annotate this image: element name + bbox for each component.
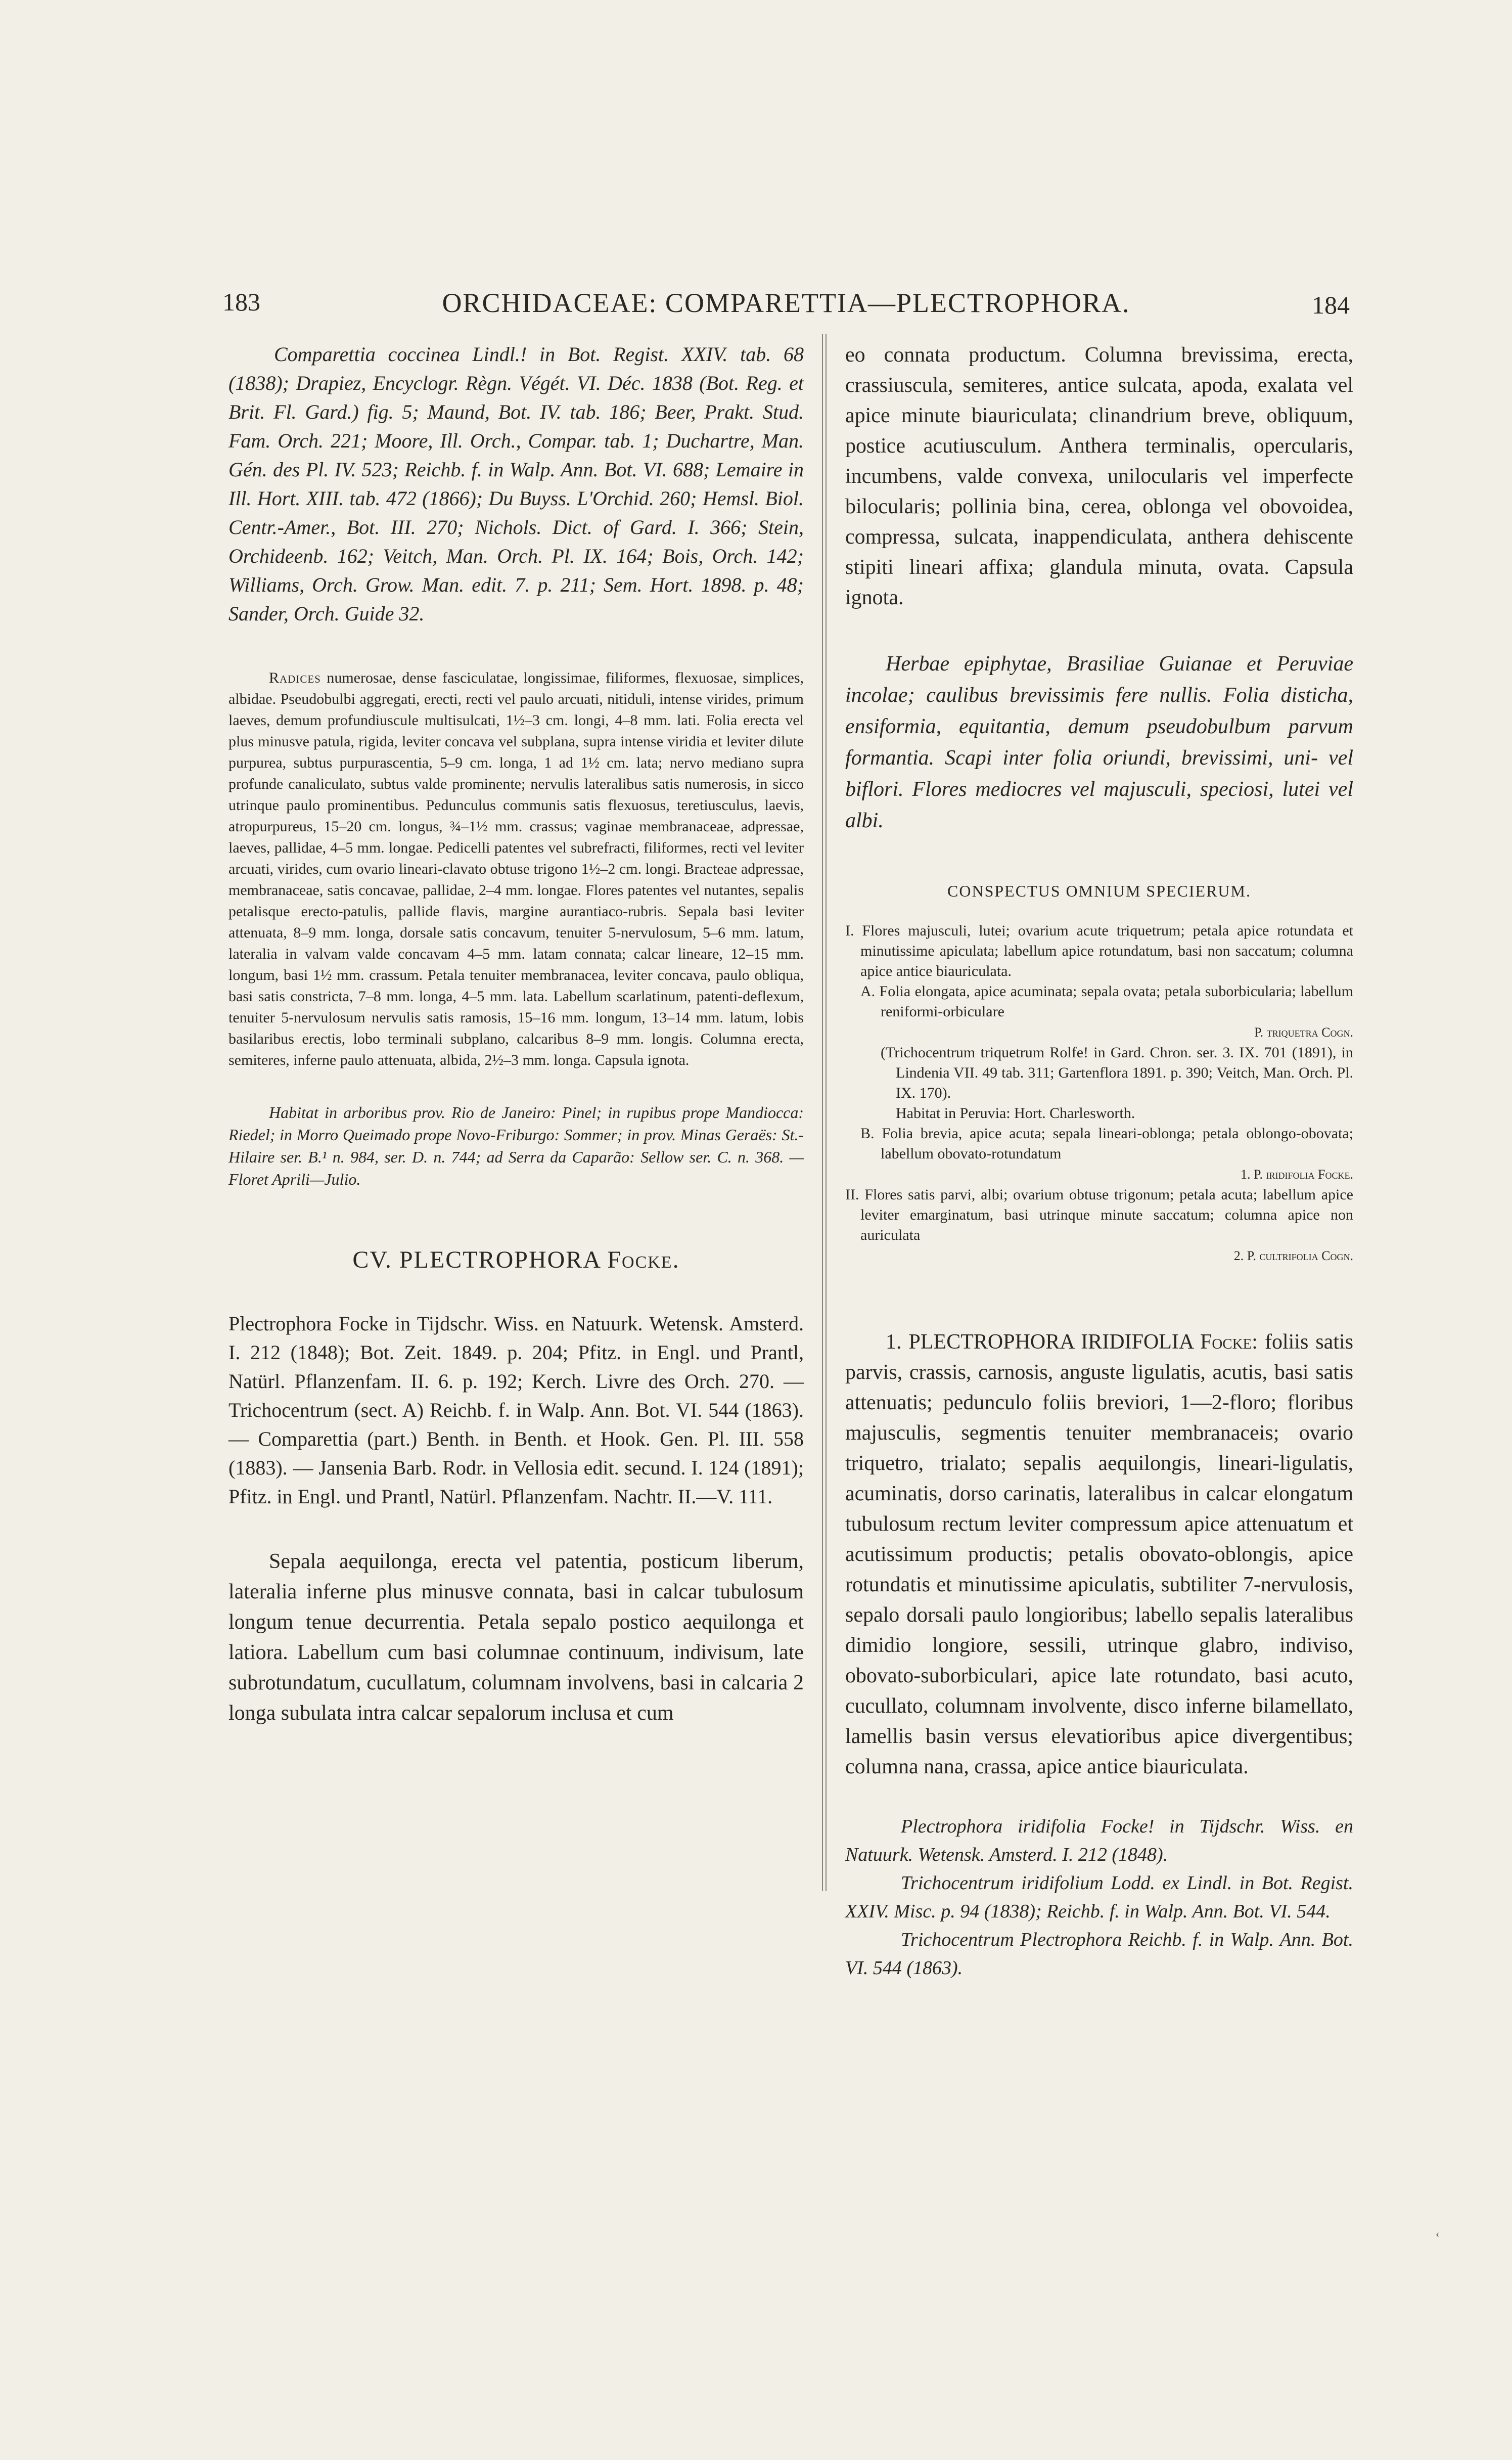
genus-synonymy: Plectrophora Focke in Tijdschr. Wiss. en Natuurk. Wetensk. Amsterd. I. 212 (1848); Bot. Zeit. 1849. p. 204; Pfitz. in Engl. und Prantl, Natürl. Pflanzenfam. II. 6. p. 192; Kerch. Livre des Orch. 270. — Trichocentrum (sect. A) Reichb. f. in Walp. Ann. Bot. VI. 544 (1863). — Comparettia (part.) Benth. in Benth. et Hook. Gen. Pl. III. 558 (1883). — Jansenia Barb. Rodr. in Vellosia edit. secund. I. 124 (1891); Pfitz. in Engl. und Prantl, Natürl. Pflanzenfam. Nachtr. II.—V. 111. — [228, 1312, 804, 1508]
species-diagnosis — [845, 1327, 1353, 1782]
key-species-II: 2. P. cultrifolia Cogn. — [1233, 1248, 1353, 1263]
species-heading: 1. PLECTROPHORA IRIDIFOLIA — [886, 1330, 1193, 1354]
comparettia-description — [228, 667, 804, 1071]
genus-name: PLECTROPHORA — [399, 1246, 601, 1273]
margin-mark: ‹ — [1436, 2227, 1440, 2240]
genus-number: CV. — [352, 1246, 392, 1273]
genus-description-continued: eo connata productum. Columna brevissima, erecta, crassiuscula, semiteres, antice sulcata, apoda, exalata vel apice minute biauriculata; clinandrium breve, obliquum, postice acutiusculum. Anthera terminalis, opercularis, incumbens, valde convexa, unilocularis vel imperfecte bilocularis; pollinia bina, cerea, oblonga vel obovoidea, compressa, sulcata, inappendiculata, anthera dehiscente stipiti lineari affixa; glandula minuta, ovata. Capsula ignota. — [845, 343, 1353, 609]
species-author: Focke: — [1200, 1330, 1258, 1354]
species-key — [845, 921, 1353, 1266]
left-column — [228, 340, 804, 1728]
species-diagnosis-text: foliis satis parvis, crassis, carnosis, anguste ligulatis, acutis, basi satis attenuatis; pedunculo foliis breviori, 1—2-floro; floribus majusculis, segmentis tenuiter membranaceis; ovario triquetro, trialato; sepalis aequilongis, lineari-ligulatis, acuminatis, dorso carinatis, lateralibus in calcar elongatum tubulosum rectum leviter compressum apice attenuatum et acutissimum productis; petalis obovato-oblongis, apice rotundatis et minutissime apiculatis, subtiliter 7-nervulosis, sepalo dorsali paulo longioribus; labello sepalis lateralibus dimidio longiore, sessili, utrinque glabro, indiviso, obovato-suborbiculari, apice late rotundato, basi acuto, cucullato, columnam involvente, disco inferne bilamellato, lamellis basin versus elevatioribus apice divergentibus; columna nana, crassa, apice antice biauriculata. — [845, 1330, 1354, 1778]
column-divider — [822, 334, 827, 1891]
left-page-number: 183 — [222, 288, 260, 316]
genus-habit: Herbae epiphytae, Brasiliae Guianae et Peruviae incolae; caulibus brevissimis fere nullis. Folia disticha, ensiformia, equitantia, demum pseudobulbum parvum formantia. Scapi inter folia oriundi, brevissimi, uni- vel biflori. Flores mediocres vel majusculi, speciosi, lutei vel albi. — [845, 652, 1353, 832]
genus-heading — [228, 1246, 804, 1274]
key-citation-A: (Trichocentrum triquetrum Rolfe! in Gard. Chron. ser. 3. IX. 701 (1891), in Lindenia VII. 49 tab. 311; Gartenflora 1891. p. 390; Veitch, Man. Orch. Pl. IX. 170). — [881, 1044, 1353, 1101]
key-item-A: A. Folia elongata, apice acuminata; sepala ovata; petala suborbicularia; labellum reniformi-orbiculare — [860, 983, 1353, 1020]
comparettia-habitat: Habitat in arboribus prov. Rio de Janeiro: Pinel; in rupibus prope Mandiocca: Riedel; in Morro Queimado prope Novo-Friburgo: Sommer; in prov. Minas Geraës: St.-Hilaire ser. B.¹ n. 984, ser. D. n. 744; ad Serra da Caparão: Sellow ser. C. n. 368. — Floret Aprili—Julio. — [228, 1103, 804, 1188]
description-text: numerosae, dense fasciculatae, longissimae, filiformes, flexuosae, simplices, albidae. Pseudobulbi aggregati, erecti, recti vel paulo arcuati, nitiduli, intense virides, primum laeves, demum profundiuscule multisulcati, 1½–3 cm. longi, 4–8 mm. lati. Folia erecta vel plus minusve patula, rigida, leviter concava vel subplana, supra intense viridia et leviter dilute purpurea, subtus purpurascentia, 5–9 cm. longa, 1 ad 1½ cm. lata; nervo mediano supra profunde canaliculato, subtus valde prominente; nervulis lateralibus satis numerosis, in sicco utrinque paulo prominentibus. Pedunculus communis satis flexuosus, teretiusculus, laevis, atropurpureus, 15–20 cm. longus, ¾–1½ mm. crassus; vaginae membranaceae, adpressae, laeves, pallidae, 4–5 mm. longae. Pedicelli patentes vel subrefracti, filiformes, recti vel leviter arcuati, virides, cum ovario lineari-clavato obtuse trigono 1½–2 cm. longi. Bracteae adpressae, membranaceae, satis concavae, pallidae, 2–4 mm. longae. Flores patentes vel nutantes, sepalis petalisque erecto-patulis, pallide flavis, margine aurantiaco-rubris. Sepala basi leviter attenuata, 8–9 mm. longa, dorsale satis concavum, tenuiter 5-nervulosum, 5–6 mm. latum, lateralia in valvam valde concavam 4–5 mm. latam connata; calcar lineare, 12–15 mm. longum, basi 1½ mm. crassum. Petala tenuiter membranacea, leviter concava, paulo obliqua, basi satis constricta, 7–8 mm. longa, 4–5 mm. lata. Labellum scarlatinum, patenti-deflexum, tenuiter 5-nervulosum nervulis satis ramosis, 15–16 mm. longum, 13–14 mm. latum, lobis basilaribus erectis, lobo terminali subplano, calcaribus 8–9 mm. longis. Columna erecta, semiteres, inferne paulo attenuata, albida, 2½–3 mm. longa. Capsula ignota. — [228, 669, 804, 1068]
species-references — [845, 1812, 1353, 1982]
key-species-B: 1. P. iridifolia Focke. — [1240, 1167, 1353, 1182]
description-lead: Radices — [269, 669, 321, 686]
right-page-number: 184 — [1312, 291, 1350, 319]
key-habitat-A: Habitat in Peruvia: Hort. Charlesworth. — [896, 1105, 1135, 1122]
running-title: ORCHIDACEAE: COMPARETTIA—PLECTROPHORA. — [442, 288, 1130, 318]
page-header — [222, 287, 1350, 328]
species-reference: Trichocentrum iridifolium Lodd. ex Lindl. in Bot. Regist. XXIV. Misc. p. 94 (1838); Reichb. f. in Walp. Ann. Bot. VI. 544. — [845, 1872, 1353, 1922]
key-item-B: B. Folia brevia, apice acuta; sepala lineari-oblonga; petala oblongo-obovata; labellum obovato-rotundatum — [860, 1125, 1353, 1162]
species-reference: Plectrophora iridifolia Focke! in Tijdschr. Wiss. en Natuurk. Wetensk. Amsterd. I. 212 (1848). — [845, 1816, 1353, 1865]
key-species-A: P. triquetra Cogn. — [1254, 1025, 1353, 1040]
comparettia-references: Comparettia coccinea Lindl.! in Bot. Regist. XXIV. tab. 68 (1838); Drapiez, Encyclogr. Règn. Végét. VI. Déc. 1838 (Bot. Reg. et Brit. Fl. Gard.) fig. 5; Maund, Bot. IV. tab. 186; Beer, Prakt. Stud. Fam. Orch. 221; Moore, Ill. Orch., Compar. tab. 1; Duchartre, Man. Gén. des Pl. IV. 523; Reichb. f. in Walp. Ann. Bot. VI. 688; Lemaire in Ill. Hort. XIII. tab. 472 (1866); Du Buyss. L'Orchid. 260; Hemsl. Biol. Centr.-Amer., Bot. III. 270; Nichols. Dict. of Gard. I. 366; Stein, Orchideenb. 162; Veitch, Man. Orch. Pl. IX. 164; Bois, Orch. 142; Williams, Orch. Grow. Man. edit. 7. p. 211; Sem. Hort. 1898. p. 48; Sander, Orch. Guide 32. — [228, 343, 804, 625]
right-column — [845, 340, 1353, 1982]
key-item-II: II. Flores satis parvi, albi; ovarium obtuse trigonum; petala acuta; labellum apice leviter emarginatum, basi utrinque minute saccatum; columna apice non auriculata — [845, 1186, 1353, 1243]
conspectus-title: CONSPECTUS OMNIUM SPECIERUM. — [947, 882, 1251, 900]
key-item-I: I. Flores majusculi, lutei; ovarium acute triquetrum; petala apice rotundata et minutissime apiculata; labellum apice rotundatum, basi non saccatum; columna apice antice biauriculata. — [845, 922, 1353, 979]
genus-description: Sepala aequilonga, erecta vel patentia, posticum liberum, lateralia inferne plus minusve connata, basi in calcar tubulosum longum tenue decurrentia. Petala sepalo postico aequilonga et latiora. Labellum cum basi columnae continuum, indivisum, late subrotundatum, cucullatum, columnam involvens, basi in calcaria 2 longa subulata intra calcar sepalorum inclusa et cum — [228, 1550, 804, 1725]
species-reference: Trichocentrum Plectrophora Reichb. f. in Walp. Ann. Bot. VI. 544 (1863). — [845, 1929, 1353, 1979]
genus-author: Focke. — [607, 1246, 680, 1273]
